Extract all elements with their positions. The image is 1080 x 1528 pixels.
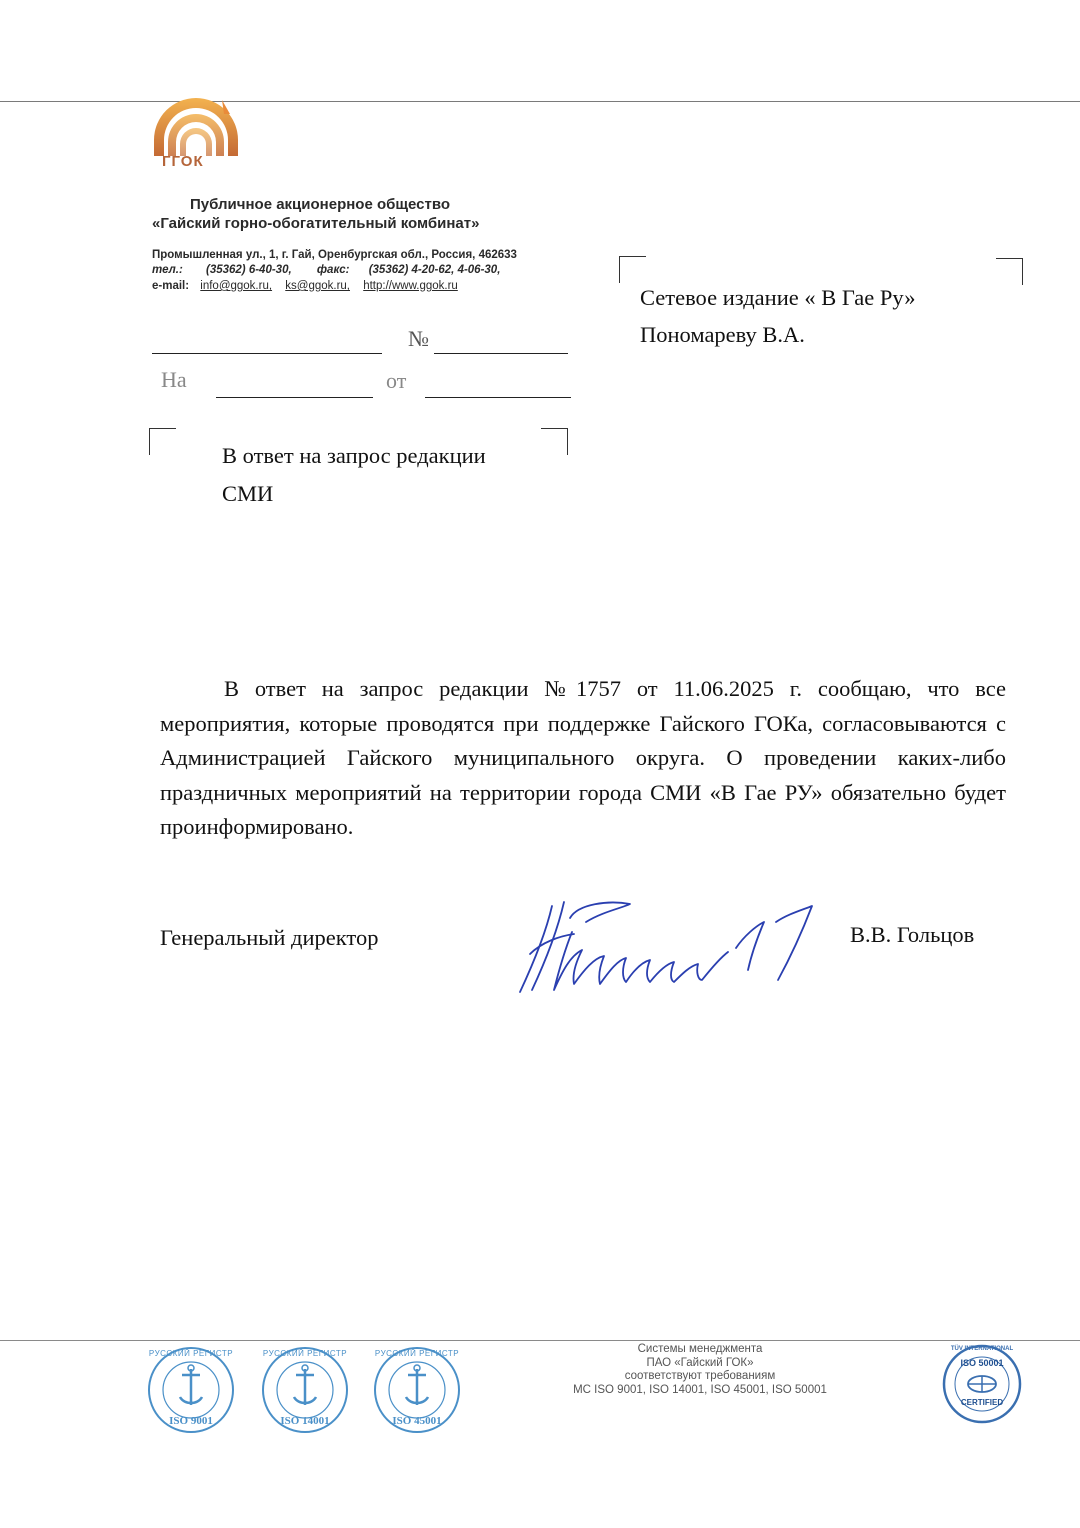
reference-label-na: На bbox=[161, 367, 187, 392]
certified-globe-seal-icon bbox=[942, 1344, 1022, 1424]
recipient-bracket-left bbox=[619, 256, 646, 283]
tuv-certified-label: CERTIFIED bbox=[960, 1398, 1004, 1407]
signatory-name: В.В. Гольцов bbox=[850, 922, 975, 947]
phone-line bbox=[152, 264, 556, 276]
reference-label-ot: от bbox=[386, 368, 407, 393]
tuv-iso-label: ISO 50001 bbox=[960, 1358, 1004, 1368]
email-info-link[interactable]: info@ggok.ru, bbox=[200, 280, 273, 292]
badge-ring-text: РУССКИЙ РЕГИСТР bbox=[148, 1349, 234, 1358]
outgoing-date-blank bbox=[152, 352, 382, 354]
iso-50001-badge bbox=[942, 1344, 1022, 1424]
reference-number-blank bbox=[216, 396, 373, 398]
cert-line-3: соответствуют требованиям bbox=[624, 1370, 776, 1382]
iso-14001-badge bbox=[260, 1345, 350, 1435]
cert-line-4: МС ISO 9001, ISO 14001, ISO 45001, ISO 50001 bbox=[573, 1383, 827, 1396]
badge-ring-text: РУССКИЙ РЕГИСТР bbox=[262, 1349, 348, 1358]
outgoing-number-blank bbox=[434, 352, 568, 354]
org-type: Публичное акционерное общество bbox=[190, 196, 451, 213]
logo-text: ГГОК bbox=[162, 153, 204, 170]
body-paragraph: В ответ на запрос редакции №1757 от 11.06.2025 г. сообщаю, что все мероприятия, которые проводятся при поддержке Гайского ГОКа, согласовываются с Администрацией Гайского муниципального округа. О проведении каких-либо праздничных мероприятий на территории города СМИ «В Гае РУ» обязательно будет проинформировано. bbox=[160, 676, 1006, 839]
fax-label: факс: bbox=[316, 264, 350, 276]
certification-statement bbox=[540, 1343, 860, 1397]
cert-line-1: Системы менеджмента bbox=[637, 1343, 763, 1355]
org-name: «Гайский горно-обогатительный комбинат» bbox=[152, 215, 480, 232]
reference-date-blank bbox=[425, 396, 571, 398]
letter-body bbox=[160, 672, 1006, 845]
subject-line-1: В ответ на запрос редакции bbox=[222, 443, 486, 468]
badge-iso-label: ISO 14001 bbox=[280, 1415, 330, 1427]
tel-label: тел.: bbox=[152, 264, 183, 276]
tel-value: (35362) 6-40-30, bbox=[206, 264, 292, 276]
subject-line-2: СМИ bbox=[222, 481, 274, 506]
signatory-position: Генеральный директор bbox=[160, 925, 379, 950]
subject-bracket-left bbox=[149, 428, 176, 455]
fax-value: (35362) 4-20-62, 4-06-30, bbox=[368, 264, 501, 276]
company-address: Промышленная ул., 1, г. Гай, Оренбургская обл., Россия, 462633 bbox=[152, 249, 517, 261]
bottom-divider bbox=[0, 1340, 1080, 1341]
tuv-ring-text: TÜV INTERNATIONAL bbox=[950, 1346, 1014, 1352]
company-logo bbox=[148, 96, 244, 176]
cert-line-2: ПАО «Гайский ГОК» bbox=[646, 1356, 754, 1369]
iso-45001-badge bbox=[372, 1345, 462, 1435]
email-line bbox=[152, 280, 458, 292]
iso-9001-badge bbox=[146, 1345, 236, 1435]
badge-ring-text: РУССКИЙ РЕГИСТР bbox=[374, 1349, 460, 1358]
email-label: e-mail: bbox=[152, 280, 190, 292]
recipient-line-2: Пономареву В.А. bbox=[640, 322, 805, 347]
badge-iso-label: ISO 9001 bbox=[169, 1415, 213, 1427]
subject-bracket-right bbox=[541, 428, 568, 455]
recipient-bracket-right bbox=[996, 258, 1023, 285]
recipient-line-1: Сетевое издание « В Гае Ру» bbox=[640, 285, 916, 310]
website-link[interactable]: http://www.ggok.ru bbox=[363, 280, 458, 292]
number-label: № bbox=[408, 326, 429, 351]
handwritten-signature bbox=[512, 892, 822, 1002]
badge-iso-label: ISO 45001 bbox=[392, 1415, 442, 1427]
email-ks-link[interactable]: ks@ggok.ru, bbox=[285, 280, 350, 292]
